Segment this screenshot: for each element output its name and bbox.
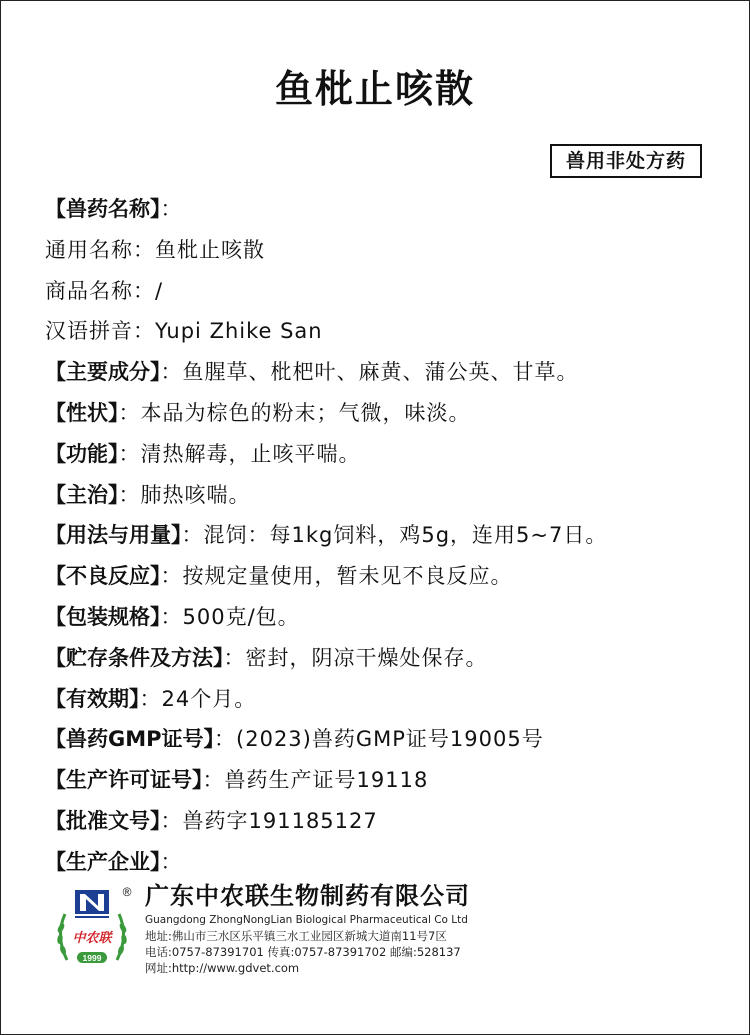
field-row bbox=[45, 842, 725, 883]
field-row bbox=[45, 801, 725, 842]
company-logo bbox=[51, 884, 133, 976]
field-row bbox=[45, 719, 725, 760]
logo-year: 1999 bbox=[82, 953, 102, 963]
field-value: ：兽药生产证号19118 bbox=[202, 768, 429, 793]
field-label: 【有效期】 bbox=[45, 686, 140, 711]
field-value: ：24个月。 bbox=[139, 686, 257, 711]
field-row bbox=[45, 475, 725, 516]
field-value: ： bbox=[160, 849, 183, 874]
field-label: 【兽药名称】 bbox=[45, 197, 161, 221]
otc-badge: 兽用非处方药 bbox=[550, 144, 702, 178]
field-row bbox=[45, 271, 725, 312]
field-list bbox=[45, 189, 725, 883]
field-value: 汉语拼音：Yupi Zhike San bbox=[45, 319, 323, 344]
field-value: ：按规定量使用，暂未见不良反应。 bbox=[160, 564, 513, 589]
field-label: 【不良反应】 bbox=[45, 564, 161, 589]
field-label: 【生产企业】 bbox=[45, 849, 161, 874]
field-label: 【兽药GMP证号】 bbox=[45, 727, 215, 752]
field-label: 【功能】 bbox=[45, 441, 119, 466]
field-label: 【生产许可证号】 bbox=[45, 768, 203, 793]
company-info bbox=[145, 880, 470, 976]
field-label: 【包装规格】 bbox=[45, 604, 161, 629]
manufacturer-block bbox=[45, 880, 725, 990]
field-label: 【贮存条件及方法】 bbox=[45, 645, 224, 670]
field-row bbox=[45, 311, 725, 352]
field-value: ：混饲：每1kg饲料，鸡5g，连用5~7日。 bbox=[181, 523, 608, 548]
field-value: ：兽药字191185127 bbox=[160, 808, 378, 833]
field-value: ：密封，阴凉干燥处保存。 bbox=[223, 645, 488, 670]
field-row bbox=[45, 679, 725, 720]
field-label: 【性状】 bbox=[45, 400, 119, 425]
field-row bbox=[45, 515, 725, 556]
company-address: 地址:佛山市三水区乐平镇三水工业园区新城大道南11号7区 bbox=[145, 929, 447, 943]
field-row bbox=[45, 638, 725, 679]
field-value: ：清热解毒，止咳平喘。 bbox=[118, 441, 361, 466]
product-title: 鱼枇止咳散 bbox=[274, 67, 475, 111]
logo-text: 中农联 bbox=[72, 930, 112, 945]
registered-mark: ® bbox=[122, 885, 132, 899]
field-row bbox=[45, 597, 725, 638]
field-label: 【主要成分】 bbox=[45, 360, 161, 385]
field-value: ：鱼腥草、枇杷叶、麻黄、蒲公英、甘草。 bbox=[160, 360, 579, 385]
field-row bbox=[45, 352, 725, 393]
field-row bbox=[45, 393, 725, 434]
field-value: ：500克/包。 bbox=[160, 604, 300, 629]
field-value: ： bbox=[160, 197, 183, 221]
field-row bbox=[45, 760, 725, 801]
company-name-en: Guangdong ZhongNongLian Biological Pharmaceutical Co Ltd bbox=[145, 914, 468, 926]
field-value: 商品名称：/ bbox=[45, 278, 164, 303]
field-row bbox=[45, 434, 725, 475]
field-row bbox=[45, 556, 725, 597]
field-row bbox=[45, 230, 725, 271]
field-label: 【批准文号】 bbox=[45, 808, 161, 833]
field-label: 【主治】 bbox=[45, 482, 119, 507]
field-value: 通用名称：鱼枇止咳散 bbox=[45, 237, 265, 262]
field-value: ：(2023)兽药GMP证号19005号 bbox=[214, 727, 544, 752]
field-row bbox=[45, 189, 725, 230]
company-contact: 电话:0757-87391701 传真:0757-87391702 邮编:528137 bbox=[145, 945, 461, 959]
company-name-cn: 广东中农联生物制药有限公司 bbox=[145, 882, 470, 910]
field-value: ：本品为棕色的粉末；气微，味淡。 bbox=[118, 400, 471, 425]
company-website: 网址:http://www.gdvet.com bbox=[145, 961, 300, 975]
field-label: 【用法与用量】 bbox=[45, 523, 182, 548]
n-mark-icon bbox=[75, 890, 109, 918]
field-value: ：肺热咳喘。 bbox=[118, 482, 251, 507]
